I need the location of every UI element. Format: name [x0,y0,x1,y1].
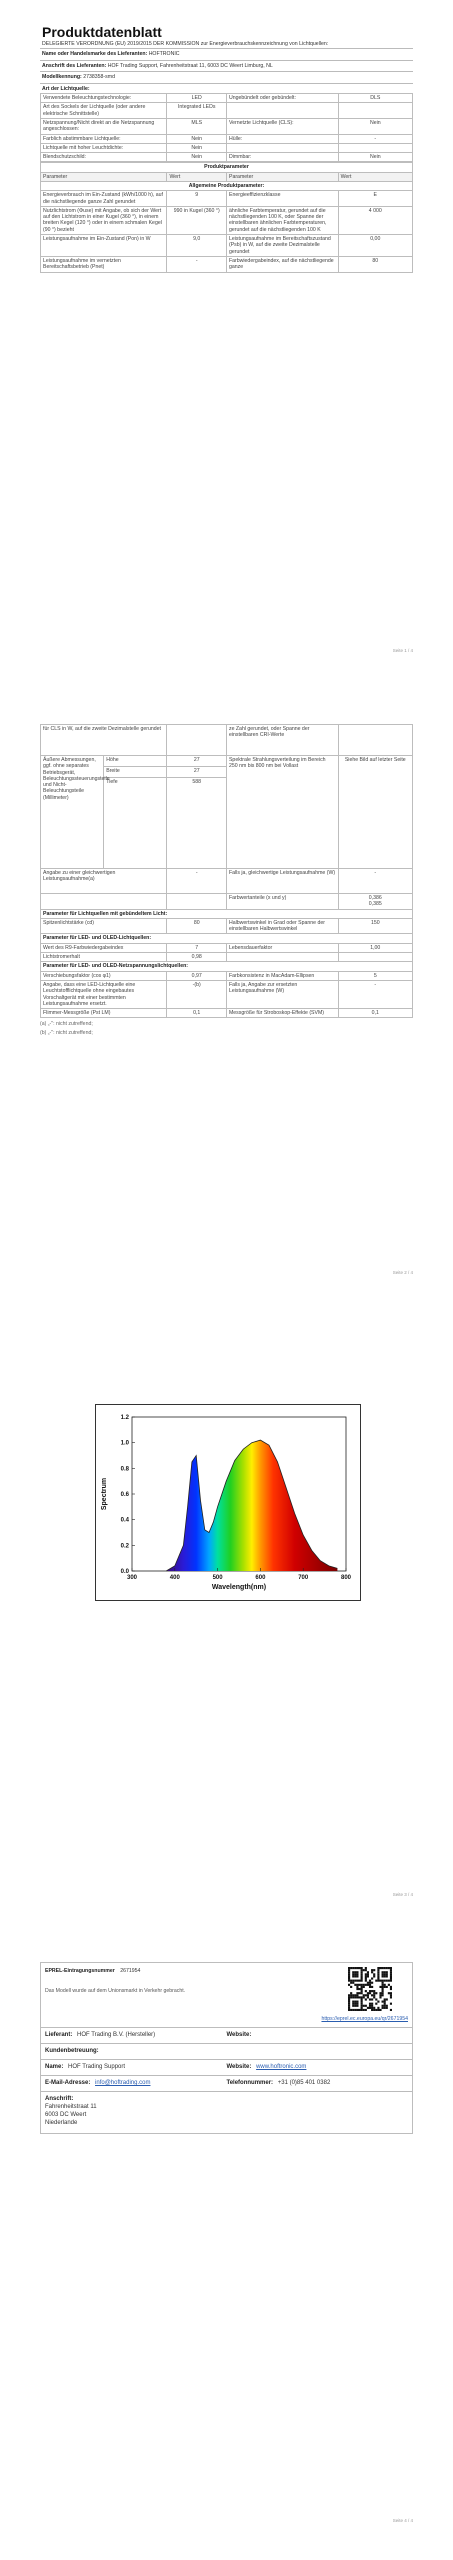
white-value: - [338,869,412,894]
svm-value: 0,1 [338,1009,412,1018]
param-header-1: Parameter [41,172,167,181]
general-cell: ähnliche Farbtemperatur, gerundet auf die nächstliegenden 100 K, oder Spanne der einstellbaren ähnlichen Farbtemperaturen, gerundet auf die nächstliegenden 100 K [226,206,338,234]
page-number: Seite 4 / 4 [392,2518,413,2523]
page-number: Seite 1 / 4 [392,648,413,653]
x-tick-label: 800 [340,1575,352,1581]
type-cell [226,103,338,119]
model-label: Modellkennung: [42,74,82,81]
chrom-y: 0,385 [368,901,382,908]
y-tick-label: 0.0 [120,1569,129,1575]
phone-value: +31 (0)85 401 0382 [277,2080,331,2086]
dim-name: Tiefe [104,778,167,869]
page-title: Produktdatenblatt [42,24,162,40]
table-row [41,94,413,103]
supplier-row [40,50,413,58]
general-cell: Leistungsaufnahme im vernetzten Bereitschaftsbetrieb (Pnet) [41,256,167,272]
spectral-value: Siehe Bild auf letzter Seite [338,756,412,869]
supplier-value: HOFTRONIC [148,51,180,58]
footnote-b: (b) „-": nicht zutreffend; [40,1029,93,1036]
chrom-x: 0,386 [368,895,382,901]
type-cell: Vernetzte Lichtquelle (CLS): [226,118,338,134]
maintenance-value: 0,98 [167,953,227,962]
y-tick-label: 0.6 [120,1492,129,1498]
general-cell: 4 000 [338,206,412,234]
spectrum-fill [132,1417,346,1571]
replace-power-value: - [338,980,412,1008]
r9-label: Wert des R9-Farbwiedergabeindex [41,943,167,952]
table-row [41,103,413,119]
spectrum-chart [95,1404,361,1601]
type-cell: Dimmbar: [226,153,338,162]
mains-title: Parameter für LED- und OLED-Netzspannungslichtquellen: [41,962,413,971]
type-cell: Ungebündelt oder gebündelt: [226,94,338,103]
address-row [40,62,413,70]
address-label: Anschrift: [45,2096,74,2102]
dim-value: 27 [167,756,227,767]
address-label: Anschrift des Lieferanten: [42,62,107,69]
chrom-values [338,894,412,910]
general-cell: Energieeffizienzklasse [226,191,338,207]
beam-label: Halbwertswinkel in Grad oder Spanne der einstellbaren Halbwertswinkel [226,918,338,934]
eprel-link[interactable]: https://eprel.ec.europa.eu/qr/2671954 [321,2016,408,2022]
general-cell: Farbwiedergabeindex, auf die nächstliegende ganze [226,256,338,272]
model-value: 2738358-smd [83,74,115,81]
general-cell: Energieverbrauch im Ein-Zustand (kWh/1000 h), auf die nächstliegende ganze Zahl gerundet [41,191,167,207]
address-line: 6003 DC Weert [45,2112,87,2118]
footnote-a: (a) „-": nicht zutreffend; [40,1021,93,1028]
type-cell: Nein [338,153,412,162]
peak-value: 80 [167,918,227,934]
flicker-value: 0,1 [167,1009,227,1018]
maintenance-label: Lichtstromerhalt [41,953,167,962]
address-value: HOF Trading Support, Fahrenheitstraat 11, 6003 DC Weert Limburg, NL [107,62,273,69]
equiv-label: Angabe zu einer gleichwertigen Leistungsaufnahme(a) [41,869,167,894]
supplier-label: Name oder Handelsmarke des Lieferanten: [42,51,148,58]
type-table [40,93,413,162]
dims-label: Äußere Abmessungen, ggf. ohne separates Betriebsgerät, Beleuchtungssteuerungsteile und Nicht-Beleuchtungsteile (Millimeter) [41,756,104,869]
white-label: Falls ja, gleichwertige Leistungsaufnahme (W) [226,869,338,894]
qr-code-icon [348,1967,392,2011]
x-axis-label: Wavelength(nm) [211,1584,267,1591]
website-label: Website: [226,2032,252,2038]
page-number: Seite 3 / 4 [392,1892,413,1897]
y-tick-label: 1.0 [120,1440,129,1447]
general-cell: - [167,256,227,272]
cos-value: 0,97 [167,971,227,980]
replace-value: -(b) [167,980,227,1008]
continuation-table [40,724,413,1018]
eprel-number: 2671954 [120,1968,141,1974]
y-tick-label: 0.4 [120,1517,129,1524]
table-row [41,143,413,152]
table-row [41,235,413,257]
address-block [41,2092,412,2133]
beam-value: 150 [338,918,412,934]
dim-name: Höhe [104,756,167,767]
eprel-row [45,1968,140,1974]
type-cell: - [338,134,412,143]
regulation-text: DELEGIERTE VERORDNUNG (EU) 2019/2015 DER KOMMISSION zur Energieverbrauchskennzeichnung von Lichtquellen: [42,41,329,47]
y-tick-label: 0.2 [120,1543,129,1550]
eprel-box [40,1962,413,2028]
chrom-label: Farbwertanteile (x und y) [226,894,338,910]
type-cell: Nein [338,118,412,134]
x-tick-label: 600 [255,1575,266,1581]
x-tick-label: 700 [298,1575,309,1581]
table-row [41,206,413,234]
page-4 [40,1962,413,2134]
email-link[interactable]: info@hoftrading.com [95,2080,151,2086]
website2-label: Website: [226,2064,252,2070]
address-line: Fahrenheitstraat 11 [45,2104,97,2110]
supplier-label: Lieferant: [45,2032,73,2038]
survival-label: Lebensdauerfaktor [226,943,338,952]
type-label: Art der Lichtquelle: [42,85,90,92]
service-title: Kundenbetreuung: [45,2048,99,2054]
general-cell: 9 [167,191,227,207]
param-header-2: Wert [167,172,227,181]
y-tick-label: 1.2 [120,1415,129,1421]
y-tick-label: 0.8 [120,1466,129,1473]
table-row [41,191,413,207]
spectral-label: Spektrale Strahlungsverteilung im Bereich 250 nm bis 800 nm bei Vollast [226,756,338,869]
product-params-title: Produktparameter [41,163,413,172]
type-cell: Integrated LEDs [167,103,227,119]
page-2 [40,724,413,1036]
replace-label: Angabe, dass eine LED-Lichtquelle eine Leuchtstofflichtquelle ohne eingebautes Vorschaltgerät mit einer bestimmten Leistungsaufnahme ersetzt. [41,980,167,1008]
r9-value: 7 [167,943,227,952]
directional-title: Parameter für Lichtquellen mit gebündeltem Licht: [41,909,413,918]
spectrum-chart-svg [96,1405,360,1600]
email-label: E-Mail-Adresse: [45,2080,91,2086]
type-cell: Nein [167,134,227,143]
y-axis-label: Spectrum [101,1477,108,1511]
equiv-value: - [167,869,227,894]
peak-label: Spitzenlichtstärke (cd) [41,918,167,934]
phone-label: Telefonnummer: [226,2080,274,2086]
contact-box [40,2028,413,2134]
general-cell: 0,00 [338,235,412,257]
cont-left: für CLS in W, auf die zweite Dezimalstelle gerundet [41,725,167,756]
type-cell: Nein [167,143,227,152]
x-tick-label: 300 [126,1575,138,1581]
general-title: Allgemeine Produktparameter: [41,182,413,191]
type-cell [338,103,412,119]
cos-label: Verschiebungsfaktor (cos φ1) [41,971,167,980]
type-cell: Netzspannung/Nicht direkt an die Netzspannung angeschlossen: [41,118,167,134]
type-cell: DLS [338,94,412,103]
x-tick-label: 500 [212,1575,223,1581]
type-cell: Verwendete Beleuchtungstechnologie: [41,94,167,103]
type-cell: MLS [167,118,227,134]
flicker-label: Flimmer-Messgröße (Pst LM) [41,1009,167,1018]
macadam-label: Farbkonsistenz in MacAdam-Ellipsen [226,971,338,980]
general-cell: 9,0 [167,235,227,257]
table-row [41,153,413,162]
type-cell: LED [167,94,227,103]
svm-label: Messgröße für Stroboskop-Effekte (SVM) [226,1009,338,1018]
page-number: Seite 2 / 4 [392,1270,413,1275]
param-header-4: Wert [338,172,412,181]
macadam-value: 5 [338,971,412,980]
general-cell: Leistungsaufnahme im Ein-Zustand (Pon) in W [41,235,167,257]
table-row [41,256,413,272]
type-cell: Blendschutzschild: [41,153,167,162]
dim-value: 27 [167,767,227,778]
table-row [41,118,413,134]
cont-right: ze Zahl gerundet, oder Spanne der einstellbaren CRI-Werte [226,725,338,756]
general-cell: Nutzlichtstrom (Φuse) mit Angabe, ob sich der Wert auf den Lichtstrom in einer Kugel (360 °), in einem breiten Kegel (120 °) oder in einem schmalen Kegel (90 °) bezieht [41,206,167,234]
page-1 [40,22,413,273]
type-cell: Art des Sockels der Lichtquelle (oder andere elektrische Schnittstelle) [41,103,167,119]
type-cell: Hülle: [226,134,338,143]
general-cell: 80 [338,256,412,272]
eprel-label: EPREL-Eintragungsnummer [45,1968,115,1974]
name-value: HOF Trading Support [68,2064,126,2070]
survival-value: 1,00 [338,943,412,952]
replace-power-label: Falls ja, Angabe zur ersetzten Leistungsaufnahme (W) [226,980,338,1008]
dim-name: Breite [104,767,167,778]
type-cell: Lichtquelle mit hoher Leuchtdichte: [41,143,167,152]
supplier-value: HOF Trading B.V. (Hersteller) [77,2032,156,2038]
dim-value: 588 [167,778,227,869]
website-link[interactable]: www.hoftronic.com [256,2064,307,2070]
type-cell: Farblich abstimmbare Lichtquelle: [41,134,167,143]
name-label: Name: [45,2064,64,2070]
x-tick-label: 400 [169,1575,180,1581]
model-row [40,73,413,81]
led-title: Parameter für LED- und OLED-Lichtquellen: [41,934,413,943]
general-cell: Leistungsaufnahme im Bereitschaftszustand (Psb) in W, auf die zweite Dezimalstelle gerundet [226,235,338,257]
general-cell: E [338,191,412,207]
general-cell: 990 in Kugel (360 °) [167,206,227,234]
type-cell [226,143,338,152]
table-row [41,134,413,143]
address-line: Niederlande [45,2120,78,2126]
param-header-3: Parameter [226,172,338,181]
eprel-text: Das Modell wurde auf dem Unionsmarkt in Verkehr gebracht. [45,1988,186,1994]
type-cell: Nein [167,153,227,162]
type-cell [338,143,412,152]
params-table [40,162,413,272]
